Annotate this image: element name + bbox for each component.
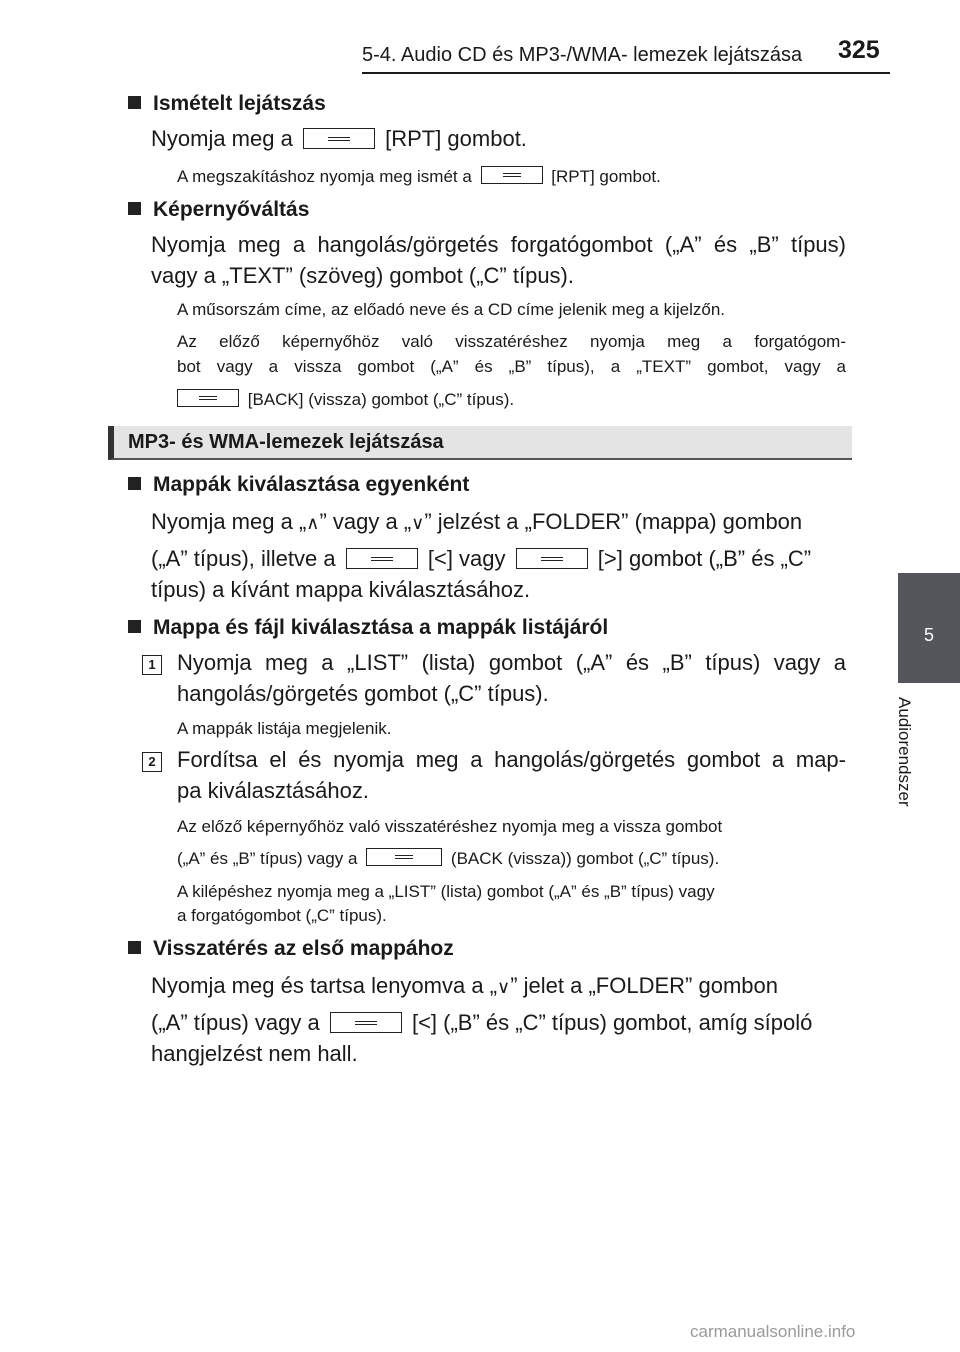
heading-square-icon bbox=[128, 96, 141, 109]
folder-select-line3: típus) a kívánt mappa kiválasztásához. bbox=[151, 577, 531, 602]
prev-button-icon bbox=[346, 548, 418, 569]
down-arrow-icon: ∨ bbox=[497, 977, 511, 997]
step2-line1: Fordítsa el és nyomja meg a hangolás/görgetés gombot a map- bbox=[177, 747, 846, 772]
back-button-icon bbox=[177, 389, 239, 407]
heading-repeat: Ismételt lejátszás bbox=[128, 92, 326, 116]
header-rule bbox=[362, 72, 890, 74]
screen-switch-note1: A műsorszám címe, az előadó neve és a CD címe jelenik meg a kijelzőn. bbox=[177, 300, 726, 319]
return-first-line2: („A” típus) vagy a [<] („B” és „C” típus) gombot, amíg sípoló bbox=[151, 1010, 813, 1035]
step1-note: A mappák listája megjelenik. bbox=[177, 719, 392, 738]
back-button-icon bbox=[366, 848, 442, 866]
next-button-icon bbox=[516, 548, 588, 569]
page-number: 325 bbox=[838, 36, 880, 64]
screen-switch-line2: vagy a „TEXT” (szöveg) gombot („C” típus). bbox=[151, 263, 574, 288]
heading-square-icon bbox=[128, 202, 141, 215]
rpt-button-icon bbox=[481, 166, 543, 184]
up-arrow-icon: ∧ bbox=[306, 513, 320, 533]
heading-square-icon bbox=[128, 620, 141, 633]
chapter-label-text: Audiorendszer bbox=[895, 697, 914, 807]
down-arrow-icon: ∨ bbox=[411, 513, 425, 533]
prev-button-icon bbox=[330, 1012, 402, 1033]
return-first-line1: Nyomja meg és tartsa lenyomva a „∨” jelet a „FOLDER” gombon bbox=[151, 973, 778, 998]
step2-note1-line2: („A” és „B” típus) vagy a (BACK (vissza)) gombot („C” típus). bbox=[177, 849, 720, 868]
step2-note2-line2: a forgatógombot („C” típus). bbox=[177, 906, 387, 925]
heading-return-first: Visszatérés az első mappához bbox=[128, 937, 454, 961]
step1-line2: hangolás/görgetés gombot („C” típus). bbox=[177, 681, 549, 706]
header-title: 5-4. Audio CD és MP3-/WMA- lemezek lejátszása bbox=[362, 44, 803, 66]
folder-select-line1: Nyomja meg a „∧” vagy a „∨” jelzést a „FOLDER” (mappa) gombon bbox=[151, 509, 803, 534]
section-title: MP3- és WMA-lemezek lejátszása bbox=[128, 431, 444, 453]
chapter-number: 5 bbox=[923, 625, 934, 645]
step-number-1: 1 bbox=[142, 655, 162, 675]
chapter-tab bbox=[898, 573, 960, 683]
repeat-instruction: Nyomja meg a [RPT] gombot. bbox=[151, 126, 527, 151]
step1-line1: Nyomja meg a „LIST” (lista) gombot („A” és „B” típus) vagy a bbox=[177, 650, 846, 675]
screen-switch-note2-line2: bot vagy a vissza gombot („A” és „B” típus), a „TEXT” gombot, vagy a bbox=[177, 357, 846, 376]
chapter-label bbox=[895, 697, 928, 827]
heading-folder-select: Mappák kiválasztása egyenként bbox=[128, 473, 469, 497]
step2-note2-line1: A kilépéshez nyomja meg a „LIST” (lista) gombot („A” és „B” típus) vagy bbox=[177, 882, 715, 901]
watermark: carmanualsonline.info bbox=[690, 1322, 856, 1341]
screen-switch-note2-line1: Az előző képernyőhöz való visszatéréshez nyomja meg a forgatógom- bbox=[177, 332, 846, 351]
return-first-line3: hangjelzést nem hall. bbox=[151, 1041, 358, 1066]
heading-square-icon bbox=[128, 477, 141, 490]
section-bar-mp3-wma bbox=[108, 426, 852, 460]
folder-select-line2: („A” típus), illetve a [<] vagy [>] gombot („B” és „C” bbox=[151, 546, 812, 571]
heading-folder-file-list: Mappa és fájl kiválasztása a mappák listájáról bbox=[128, 616, 608, 640]
repeat-note: A megszakításhoz nyomja meg ismét a [RPT] gombot. bbox=[177, 167, 661, 186]
rpt-button-icon bbox=[303, 128, 375, 149]
step2-line2: pa kiválasztásához. bbox=[177, 778, 369, 803]
heading-screen-switch: Képernyőváltás bbox=[128, 198, 309, 222]
step2-note1-line1: Az előző képernyőhöz való visszatéréshez nyomja meg a vissza gombot bbox=[177, 817, 723, 836]
step-number-2: 2 bbox=[142, 752, 162, 772]
screen-switch-line1: Nyomja meg a hangolás/görgetés forgatógombot („A” és „B” típus) bbox=[151, 232, 846, 257]
screen-switch-note2-line3: [BACK] (vissza) gombot („C” típus). bbox=[177, 389, 514, 410]
heading-square-icon bbox=[128, 941, 141, 954]
